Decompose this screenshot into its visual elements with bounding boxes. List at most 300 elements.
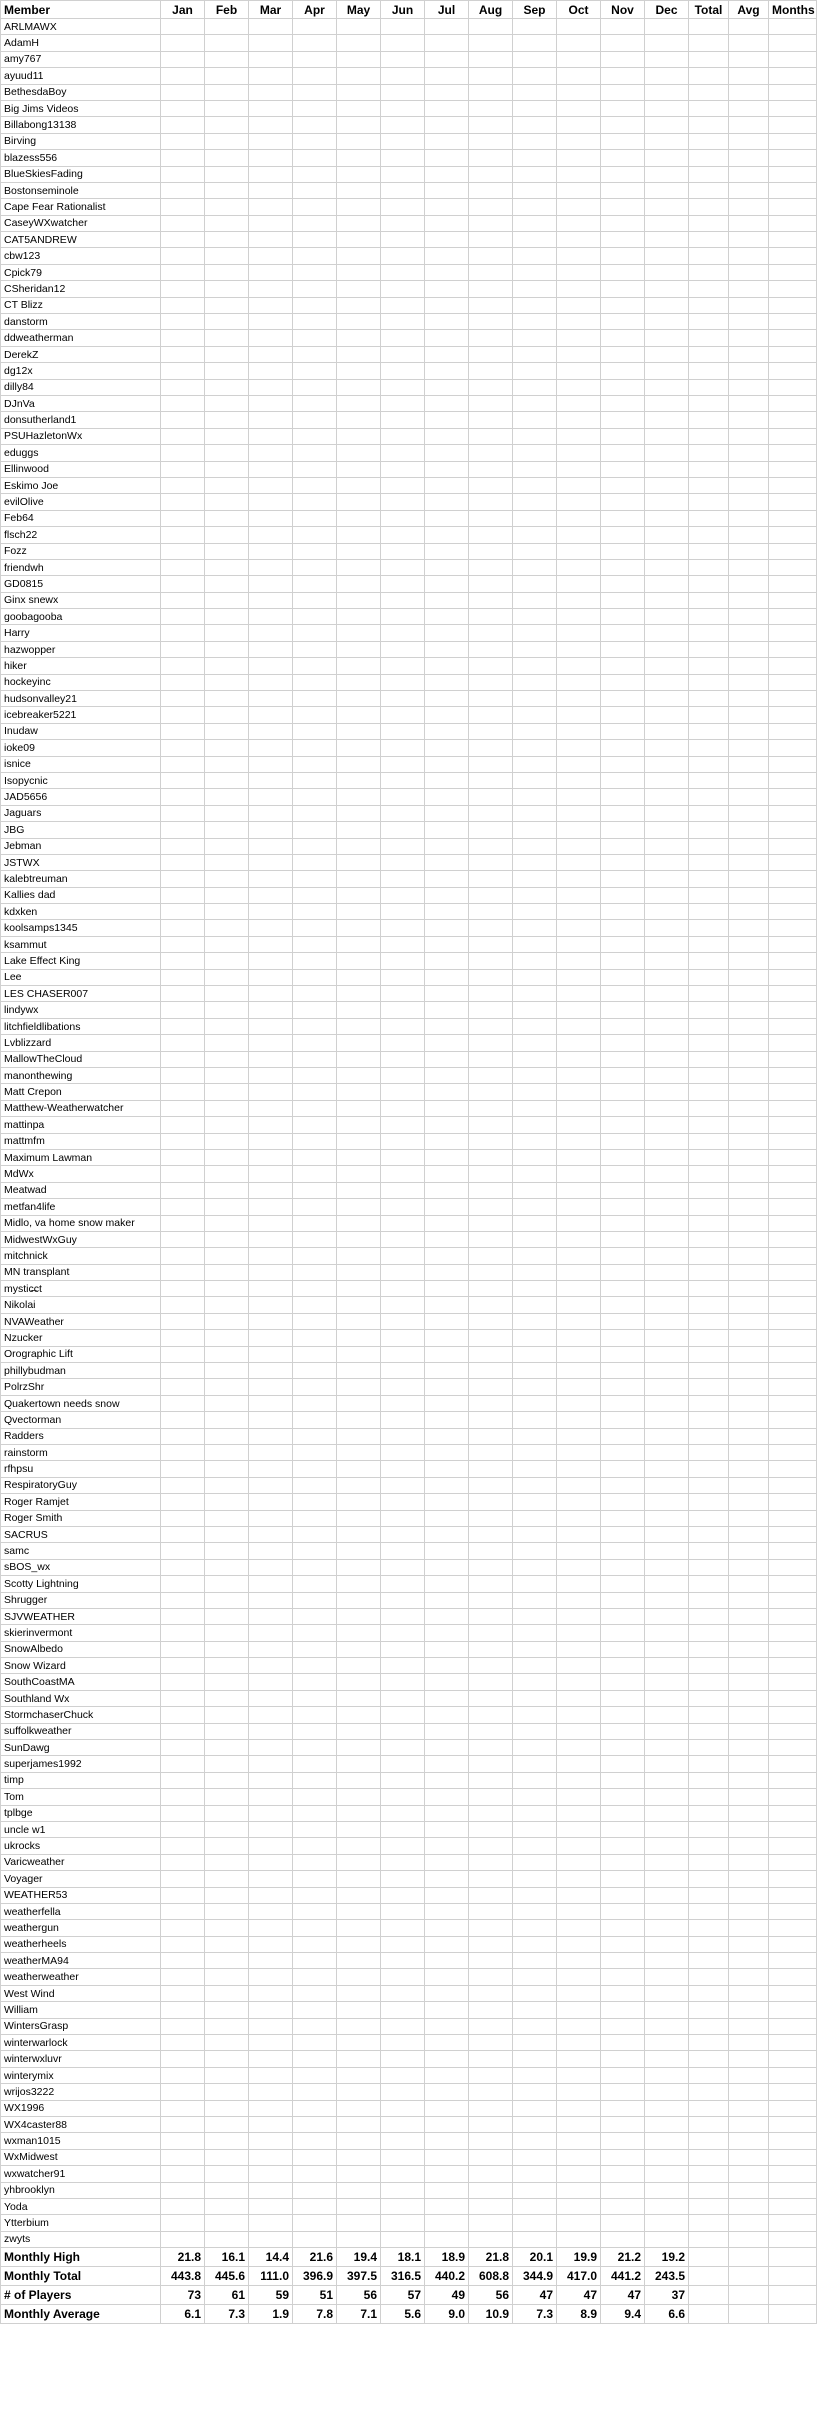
- value-cell[interactable]: [381, 1379, 425, 1395]
- value-cell[interactable]: [425, 1740, 469, 1756]
- value-cell[interactable]: [161, 445, 205, 461]
- value-cell[interactable]: [381, 100, 425, 116]
- value-cell[interactable]: [337, 1740, 381, 1756]
- value-cell[interactable]: [337, 2084, 381, 2100]
- value-cell[interactable]: [645, 1608, 689, 1624]
- value-cell[interactable]: [205, 2018, 249, 2034]
- value-cell[interactable]: [469, 986, 513, 1002]
- value-cell[interactable]: [469, 1264, 513, 1280]
- value-cell[interactable]: [601, 2231, 645, 2247]
- col-header-avg[interactable]: Avg: [729, 1, 769, 19]
- value-cell[interactable]: [513, 658, 557, 674]
- value-cell[interactable]: [161, 1658, 205, 1674]
- value-cell[interactable]: [337, 969, 381, 985]
- value-cell[interactable]: [513, 822, 557, 838]
- value-cell[interactable]: [425, 904, 469, 920]
- value-cell[interactable]: [601, 199, 645, 215]
- value-cell[interactable]: [249, 1707, 293, 1723]
- value-cell[interactable]: [161, 1871, 205, 1887]
- value-cell[interactable]: [513, 510, 557, 526]
- value-cell[interactable]: [205, 84, 249, 100]
- member-name-cell[interactable]: Ellinwood: [1, 461, 161, 477]
- value-cell[interactable]: [729, 1133, 769, 1149]
- value-cell[interactable]: [601, 1854, 645, 1870]
- value-cell[interactable]: [513, 1969, 557, 1985]
- value-cell[interactable]: [729, 232, 769, 248]
- value-cell[interactable]: [601, 494, 645, 510]
- value-cell[interactable]: [161, 756, 205, 772]
- value-cell[interactable]: [161, 297, 205, 313]
- value-cell[interactable]: [689, 68, 729, 84]
- value-cell[interactable]: [381, 1723, 425, 1739]
- member-name-cell[interactable]: timp: [1, 1772, 161, 1788]
- value-cell[interactable]: [205, 2198, 249, 2214]
- value-cell[interactable]: [689, 658, 729, 674]
- value-cell[interactable]: [337, 1477, 381, 1493]
- value-cell[interactable]: [205, 1625, 249, 1641]
- value-cell[interactable]: [557, 1559, 601, 1575]
- value-cell[interactable]: [249, 19, 293, 35]
- value-cell[interactable]: [249, 674, 293, 690]
- value-cell[interactable]: [205, 789, 249, 805]
- value-cell[interactable]: [205, 1051, 249, 1067]
- value-cell[interactable]: [425, 2117, 469, 2133]
- value-cell[interactable]: [513, 1772, 557, 1788]
- value-cell[interactable]: [689, 1953, 729, 1969]
- value-cell[interactable]: [381, 2084, 425, 2100]
- value-cell[interactable]: [205, 805, 249, 821]
- value-cell[interactable]: [689, 150, 729, 166]
- value-cell[interactable]: [205, 674, 249, 690]
- value-cell[interactable]: [513, 707, 557, 723]
- value-cell[interactable]: [729, 35, 769, 51]
- value-cell[interactable]: [513, 1805, 557, 1821]
- member-name-cell[interactable]: blazess556: [1, 150, 161, 166]
- value-cell[interactable]: [381, 166, 425, 182]
- value-cell[interactable]: [557, 199, 601, 215]
- value-cell[interactable]: [425, 756, 469, 772]
- value-cell[interactable]: [729, 1854, 769, 1870]
- value-cell[interactable]: [769, 1100, 817, 1116]
- value-cell[interactable]: [513, 281, 557, 297]
- value-cell[interactable]: [645, 1477, 689, 1493]
- value-cell[interactable]: [249, 1412, 293, 1428]
- value-cell[interactable]: [425, 297, 469, 313]
- value-cell[interactable]: [249, 1789, 293, 1805]
- value-cell[interactable]: [689, 1248, 729, 1264]
- value-cell[interactable]: [513, 2198, 557, 2214]
- value-cell[interactable]: [249, 1281, 293, 1297]
- value-cell[interactable]: [513, 1740, 557, 1756]
- member-name-cell[interactable]: hockeyinc: [1, 674, 161, 690]
- member-name-cell[interactable]: Bostonseminole: [1, 182, 161, 198]
- value-cell[interactable]: [513, 395, 557, 411]
- value-cell[interactable]: [425, 199, 469, 215]
- value-cell[interactable]: [513, 2149, 557, 2165]
- member-name-cell[interactable]: WintersGrasp: [1, 2018, 161, 2034]
- value-cell[interactable]: [729, 1313, 769, 1329]
- value-cell[interactable]: [513, 1002, 557, 1018]
- value-cell[interactable]: [205, 1330, 249, 1346]
- value-cell[interactable]: [249, 2067, 293, 2083]
- value-cell[interactable]: [557, 936, 601, 952]
- value-cell[interactable]: [337, 2100, 381, 2116]
- value-cell[interactable]: [601, 1018, 645, 1034]
- value-cell[interactable]: [557, 1461, 601, 1477]
- value-cell[interactable]: [337, 789, 381, 805]
- value-cell[interactable]: [161, 182, 205, 198]
- member-name-cell[interactable]: Inudaw: [1, 723, 161, 739]
- member-name-cell[interactable]: William: [1, 2002, 161, 2018]
- value-cell[interactable]: [689, 346, 729, 362]
- value-cell[interactable]: [205, 363, 249, 379]
- value-cell[interactable]: [337, 2166, 381, 2182]
- value-cell[interactable]: [689, 2035, 729, 2051]
- value-cell[interactable]: [469, 707, 513, 723]
- value-cell[interactable]: [205, 445, 249, 461]
- value-cell[interactable]: [337, 428, 381, 444]
- value-cell[interactable]: [689, 527, 729, 543]
- value-cell[interactable]: [601, 166, 645, 182]
- value-cell[interactable]: [205, 182, 249, 198]
- value-cell[interactable]: [425, 51, 469, 67]
- value-cell[interactable]: [645, 674, 689, 690]
- value-cell[interactable]: [425, 707, 469, 723]
- value-cell[interactable]: [381, 1494, 425, 1510]
- value-cell[interactable]: [557, 1723, 601, 1739]
- value-cell[interactable]: [469, 576, 513, 592]
- value-cell[interactable]: [645, 2231, 689, 2247]
- value-cell[interactable]: [645, 314, 689, 330]
- value-cell[interactable]: [645, 428, 689, 444]
- member-name-cell[interactable]: ioke09: [1, 740, 161, 756]
- value-cell[interactable]: [557, 1658, 601, 1674]
- value-cell[interactable]: [205, 330, 249, 346]
- value-cell[interactable]: [425, 477, 469, 493]
- value-cell[interactable]: [769, 1772, 817, 1788]
- value-cell[interactable]: [557, 1674, 601, 1690]
- value-cell[interactable]: [205, 232, 249, 248]
- value-cell[interactable]: [557, 609, 601, 625]
- value-cell[interactable]: [513, 953, 557, 969]
- value-cell[interactable]: [381, 904, 425, 920]
- value-cell[interactable]: [381, 527, 425, 543]
- value-cell[interactable]: [601, 625, 645, 641]
- value-cell[interactable]: [161, 1543, 205, 1559]
- value-cell[interactable]: [645, 494, 689, 510]
- value-cell[interactable]: [645, 1854, 689, 1870]
- value-cell[interactable]: [161, 1936, 205, 1952]
- member-name-cell[interactable]: Shrugger: [1, 1592, 161, 1608]
- value-cell[interactable]: [469, 2231, 513, 2247]
- value-cell[interactable]: [249, 1313, 293, 1329]
- value-cell[interactable]: [205, 1953, 249, 1969]
- value-cell[interactable]: [557, 1920, 601, 1936]
- value-cell[interactable]: [425, 19, 469, 35]
- value-cell[interactable]: [557, 1297, 601, 1313]
- value-cell[interactable]: [425, 1494, 469, 1510]
- value-cell[interactable]: [293, 84, 337, 100]
- value-cell[interactable]: [161, 543, 205, 559]
- value-cell[interactable]: [381, 1477, 425, 1493]
- value-cell[interactable]: [601, 297, 645, 313]
- value-cell[interactable]: [205, 1920, 249, 1936]
- value-cell[interactable]: [601, 969, 645, 985]
- value-cell[interactable]: [161, 707, 205, 723]
- value-cell[interactable]: [381, 35, 425, 51]
- value-cell[interactable]: [601, 84, 645, 100]
- value-cell[interactable]: [205, 477, 249, 493]
- value-cell[interactable]: [205, 887, 249, 903]
- value-cell[interactable]: [469, 2051, 513, 2067]
- value-cell[interactable]: [425, 2215, 469, 2231]
- value-cell[interactable]: [205, 1002, 249, 1018]
- value-cell[interactable]: [601, 838, 645, 854]
- member-name-cell[interactable]: weatherMA94: [1, 1953, 161, 1969]
- value-cell[interactable]: [205, 248, 249, 264]
- value-cell[interactable]: [205, 986, 249, 1002]
- value-cell[interactable]: [161, 1149, 205, 1165]
- value-cell[interactable]: [381, 658, 425, 674]
- value-cell[interactable]: [381, 51, 425, 67]
- value-cell[interactable]: [249, 1297, 293, 1313]
- value-cell[interactable]: [513, 1936, 557, 1952]
- value-cell[interactable]: [161, 2182, 205, 2198]
- value-cell[interactable]: [557, 1936, 601, 1952]
- value-cell[interactable]: [645, 1969, 689, 1985]
- value-cell[interactable]: [601, 822, 645, 838]
- value-cell[interactable]: [161, 2231, 205, 2247]
- value-cell[interactable]: [293, 281, 337, 297]
- value-cell[interactable]: [513, 1018, 557, 1034]
- value-cell[interactable]: [689, 1199, 729, 1215]
- value-cell[interactable]: [645, 986, 689, 1002]
- value-cell[interactable]: [337, 2051, 381, 2067]
- value-cell[interactable]: [601, 1805, 645, 1821]
- value-cell[interactable]: [337, 2035, 381, 2051]
- value-cell[interactable]: [293, 412, 337, 428]
- value-cell[interactable]: [425, 363, 469, 379]
- value-cell[interactable]: [425, 1772, 469, 1788]
- value-cell[interactable]: [293, 2149, 337, 2165]
- value-cell[interactable]: [513, 1084, 557, 1100]
- value-cell[interactable]: [161, 281, 205, 297]
- value-cell[interactable]: [249, 1592, 293, 1608]
- member-name-cell[interactable]: koolsamps1345: [1, 920, 161, 936]
- value-cell[interactable]: [469, 1658, 513, 1674]
- value-cell[interactable]: [557, 1264, 601, 1280]
- value-cell[interactable]: [513, 1871, 557, 1887]
- value-cell[interactable]: [425, 789, 469, 805]
- value-cell[interactable]: [729, 658, 769, 674]
- value-cell[interactable]: [469, 854, 513, 870]
- value-cell[interactable]: [645, 1035, 689, 1051]
- value-cell[interactable]: [557, 2002, 601, 2018]
- value-cell[interactable]: [205, 1281, 249, 1297]
- value-cell[interactable]: [513, 1346, 557, 1362]
- value-cell[interactable]: [249, 1625, 293, 1641]
- value-cell[interactable]: [645, 1985, 689, 2001]
- value-cell[interactable]: [689, 1985, 729, 2001]
- value-cell[interactable]: [769, 264, 817, 280]
- value-cell[interactable]: [381, 674, 425, 690]
- value-cell[interactable]: [689, 756, 729, 772]
- value-cell[interactable]: [769, 346, 817, 362]
- value-cell[interactable]: [601, 1772, 645, 1788]
- value-cell[interactable]: [249, 1149, 293, 1165]
- value-cell[interactable]: [513, 1903, 557, 1919]
- value-cell[interactable]: [293, 1838, 337, 1854]
- value-cell[interactable]: [645, 1592, 689, 1608]
- value-cell[interactable]: [729, 1936, 769, 1952]
- value-cell[interactable]: [469, 2002, 513, 2018]
- value-cell[interactable]: [425, 2051, 469, 2067]
- value-cell[interactable]: [293, 1363, 337, 1379]
- value-cell[interactable]: [381, 691, 425, 707]
- value-cell[interactable]: [513, 1559, 557, 1575]
- value-cell[interactable]: [469, 674, 513, 690]
- value-cell[interactable]: [205, 297, 249, 313]
- member-name-cell[interactable]: WEATHER53: [1, 1887, 161, 1903]
- value-cell[interactable]: [337, 314, 381, 330]
- value-cell[interactable]: [337, 330, 381, 346]
- value-cell[interactable]: [557, 363, 601, 379]
- value-cell[interactable]: [469, 1985, 513, 2001]
- value-cell[interactable]: [689, 641, 729, 657]
- value-cell[interactable]: [425, 2035, 469, 2051]
- value-cell[interactable]: [769, 2198, 817, 2214]
- value-cell[interactable]: [161, 625, 205, 641]
- value-cell[interactable]: [425, 1789, 469, 1805]
- value-cell[interactable]: [469, 1313, 513, 1329]
- member-name-cell[interactable]: Matt Crepon: [1, 1084, 161, 1100]
- value-cell[interactable]: [469, 461, 513, 477]
- value-cell[interactable]: [769, 1035, 817, 1051]
- value-cell[interactable]: [337, 1199, 381, 1215]
- value-cell[interactable]: [469, 723, 513, 739]
- value-cell[interactable]: [729, 1461, 769, 1477]
- value-cell[interactable]: [425, 314, 469, 330]
- value-cell[interactable]: [381, 19, 425, 35]
- value-cell[interactable]: [337, 51, 381, 67]
- value-cell[interactable]: [249, 1805, 293, 1821]
- value-cell[interactable]: [769, 953, 817, 969]
- value-cell[interactable]: [513, 1149, 557, 1165]
- value-cell[interactable]: [769, 1117, 817, 1133]
- value-cell[interactable]: [161, 1330, 205, 1346]
- value-cell[interactable]: [769, 1494, 817, 1510]
- member-name-cell[interactable]: Cpick79: [1, 264, 161, 280]
- member-name-cell[interactable]: eduggs: [1, 445, 161, 461]
- value-cell[interactable]: [381, 150, 425, 166]
- value-cell[interactable]: [337, 576, 381, 592]
- value-cell[interactable]: [689, 1133, 729, 1149]
- value-cell[interactable]: [425, 772, 469, 788]
- value-cell[interactable]: [249, 871, 293, 887]
- value-cell[interactable]: [601, 1559, 645, 1575]
- member-name-cell[interactable]: Roger Ramjet: [1, 1494, 161, 1510]
- value-cell[interactable]: [645, 2215, 689, 2231]
- value-cell[interactable]: [293, 871, 337, 887]
- value-cell[interactable]: [249, 1756, 293, 1772]
- value-cell[interactable]: [689, 1412, 729, 1428]
- value-cell[interactable]: [469, 281, 513, 297]
- value-cell[interactable]: [161, 1231, 205, 1247]
- value-cell[interactable]: [729, 2166, 769, 2182]
- value-cell[interactable]: [381, 1231, 425, 1247]
- member-name-cell[interactable]: Lee: [1, 969, 161, 985]
- value-cell[interactable]: [557, 1789, 601, 1805]
- value-cell[interactable]: [249, 412, 293, 428]
- value-cell[interactable]: [425, 281, 469, 297]
- value-cell[interactable]: [469, 100, 513, 116]
- value-cell[interactable]: [513, 1576, 557, 1592]
- value-cell[interactable]: [161, 1166, 205, 1182]
- value-cell[interactable]: [381, 1412, 425, 1428]
- value-cell[interactable]: [425, 232, 469, 248]
- value-cell[interactable]: [381, 2002, 425, 2018]
- value-cell[interactable]: [769, 1526, 817, 1542]
- value-cell[interactable]: [161, 117, 205, 133]
- value-cell[interactable]: [729, 691, 769, 707]
- value-cell[interactable]: [601, 100, 645, 116]
- value-cell[interactable]: [689, 1068, 729, 1084]
- value-cell[interactable]: [769, 707, 817, 723]
- value-cell[interactable]: [557, 248, 601, 264]
- value-cell[interactable]: [205, 592, 249, 608]
- value-cell[interactable]: [769, 1674, 817, 1690]
- value-cell[interactable]: [293, 1002, 337, 1018]
- value-cell[interactable]: [557, 543, 601, 559]
- value-cell[interactable]: [161, 363, 205, 379]
- value-cell[interactable]: [645, 854, 689, 870]
- value-cell[interactable]: [205, 510, 249, 526]
- value-cell[interactable]: [425, 723, 469, 739]
- value-cell[interactable]: [769, 1166, 817, 1182]
- value-cell[interactable]: [337, 1068, 381, 1084]
- value-cell[interactable]: [205, 1641, 249, 1657]
- value-cell[interactable]: [601, 1789, 645, 1805]
- value-cell[interactable]: [513, 445, 557, 461]
- value-cell[interactable]: [205, 100, 249, 116]
- member-name-cell[interactable]: evilOlive: [1, 494, 161, 510]
- value-cell[interactable]: [601, 1658, 645, 1674]
- value-cell[interactable]: [337, 1248, 381, 1264]
- value-cell[interactable]: [645, 2084, 689, 2100]
- value-cell[interactable]: [161, 953, 205, 969]
- value-cell[interactable]: [601, 150, 645, 166]
- value-cell[interactable]: [729, 510, 769, 526]
- value-cell[interactable]: [689, 1936, 729, 1952]
- value-cell[interactable]: [645, 1166, 689, 1182]
- value-cell[interactable]: [557, 264, 601, 280]
- value-cell[interactable]: [513, 1330, 557, 1346]
- value-cell[interactable]: [469, 199, 513, 215]
- value-cell[interactable]: [161, 1461, 205, 1477]
- value-cell[interactable]: [293, 822, 337, 838]
- value-cell[interactable]: [293, 2035, 337, 2051]
- value-cell[interactable]: [381, 854, 425, 870]
- value-cell[interactable]: [161, 936, 205, 952]
- value-cell[interactable]: [337, 805, 381, 821]
- value-cell[interactable]: [645, 215, 689, 231]
- value-cell[interactable]: [249, 1182, 293, 1198]
- value-cell[interactable]: [161, 1969, 205, 1985]
- value-cell[interactable]: [769, 1920, 817, 1936]
- value-cell[interactable]: [205, 658, 249, 674]
- value-cell[interactable]: [337, 1592, 381, 1608]
- value-cell[interactable]: [469, 1625, 513, 1641]
